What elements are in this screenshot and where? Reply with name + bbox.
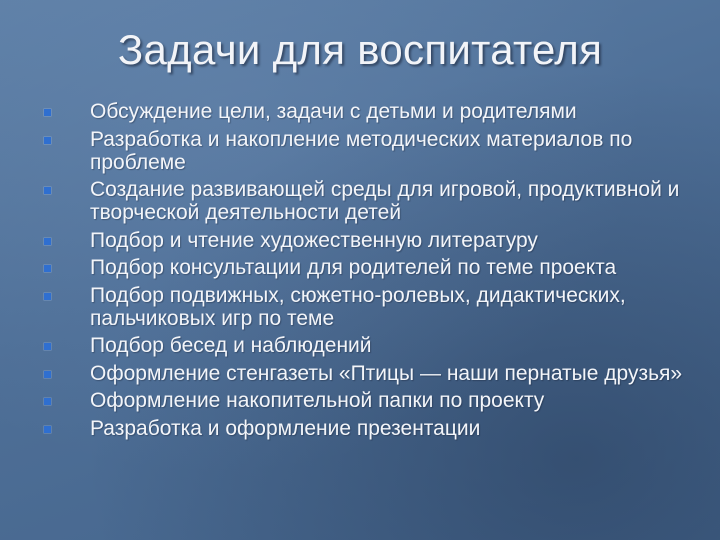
list-item [40,178,700,224]
list-item-text: Оформление накопительной папки по проекту [90,389,545,412]
list-item-text: Создание развивающей среды для игровой, продуктивной и творческой деятельности детей [90,178,680,224]
list-item-text: Оформление стенгазеты «Птицы — наши пернатые друзья» [90,361,683,385]
list-item [40,256,700,279]
square-bullet-icon [44,187,51,194]
list-item-text: Обсуждение цели, задачи с детьми и родителями [90,100,577,123]
slide-title: Задачи для воспитателя [117,26,603,73]
square-bullet-icon [44,343,51,350]
square-bullet-icon [44,293,51,300]
task-list [40,100,700,444]
square-bullet-icon [44,137,51,144]
list-item [40,389,700,412]
list-item [40,284,700,330]
list-item-text: Подбор и чтение художественную литературу [90,228,538,252]
list-item-text: Разработка и накопление методических материалов по проблеме [90,127,633,174]
list-item-text: Подбор бесед и наблюдений [90,334,372,357]
square-bullet-icon [44,109,51,116]
list-item [40,229,700,252]
list-item [40,417,700,440]
list-item-text: Подбор подвижных, сюжетно-ролевых, дидактических, пальчиковых игр по теме [90,283,626,330]
list-item-text: Разработка и оформление презентации [90,416,481,440]
square-bullet-icon [44,426,51,433]
list-item [40,362,700,385]
list-item-text: Подбор консультации для родителей по теме проекта [90,256,617,279]
list-item [40,100,700,123]
square-bullet-icon [44,238,51,245]
list-item [40,128,700,174]
square-bullet-icon [44,371,51,378]
square-bullet-icon [44,398,51,405]
square-bullet-icon [44,265,51,272]
list-item [40,334,700,357]
